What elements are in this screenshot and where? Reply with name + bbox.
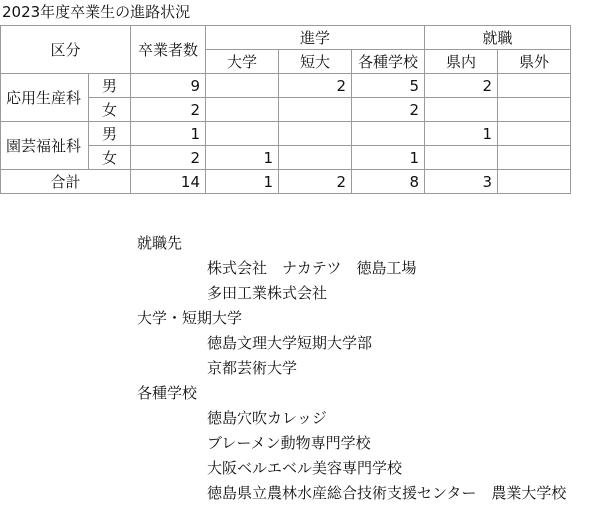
value-cell (498, 122, 571, 146)
value-cell (352, 122, 425, 146)
list-item: 京都芸術大学 (207, 359, 298, 377)
total-cell (498, 170, 571, 194)
sex-cell: 女 (89, 146, 131, 170)
list-item: 徳島穴吹カレッジ (207, 409, 327, 427)
table-row (1, 122, 571, 146)
sex-cell: 男 (89, 122, 131, 146)
list-item: 徳島文理大学短期大学部 (207, 334, 373, 352)
header-shingaku: 進学 (206, 26, 425, 50)
sex-cell: 男 (89, 74, 131, 98)
section-heading-shushoku: 就職先 (137, 234, 183, 252)
header-kakushu: 各種学校 (352, 50, 425, 74)
total-cell: 8 (352, 170, 425, 194)
total-cell: 14 (131, 170, 206, 194)
value-cell: 2 (279, 74, 352, 98)
header-row-1 (1, 26, 571, 50)
value-cell (279, 122, 352, 146)
career-table (0, 25, 571, 194)
list-item: 大阪ベルエベル美容専門学校 (207, 459, 403, 477)
value-cell (206, 98, 279, 122)
value-cell: 1 (206, 146, 279, 170)
header-kennai: 県内 (425, 50, 498, 74)
total-cell: 1 (206, 170, 279, 194)
page-title: 2023年度卒業生の進路状況 (2, 3, 191, 21)
value-cell: 9 (131, 74, 206, 98)
value-cell: 1 (131, 122, 206, 146)
value-cell: 5 (352, 74, 425, 98)
value-cell (206, 74, 279, 98)
table-row (1, 74, 571, 98)
section-heading-kakushu: 各種学校 (137, 384, 198, 402)
list-item: ブレーメン動物専門学校 (207, 434, 371, 452)
value-cell (279, 146, 352, 170)
value-cell: 1 (425, 122, 498, 146)
group-name: 応用生産科 (1, 74, 89, 122)
header-total: 卒業者数 (131, 26, 206, 74)
header-tandai: 短大 (279, 50, 352, 74)
total-cell: 3 (425, 170, 498, 194)
list-item: 徳島県立農林水産総合技術支援センター 農業大学校 (207, 484, 567, 502)
value-cell (498, 98, 571, 122)
header-kubun: 区分 (1, 26, 131, 74)
destination-list (137, 231, 566, 506)
value-cell (206, 122, 279, 146)
value-cell (498, 146, 571, 170)
value-cell: 1 (352, 146, 425, 170)
total-row (1, 170, 571, 194)
sex-cell: 女 (89, 98, 131, 122)
group-name: 園芸福祉科 (1, 122, 89, 170)
value-cell: 2 (131, 146, 206, 170)
section-heading-daigaku: 大学・短期大学 (137, 309, 243, 327)
list-item: 多田工業株式会社 (207, 284, 328, 302)
list-item: 株式会社 ナカテツ 徳島工場 (207, 259, 417, 277)
value-cell (279, 98, 352, 122)
header-kengai: 県外 (498, 50, 571, 74)
header-shushoku: 就職 (425, 26, 571, 50)
value-cell (425, 146, 498, 170)
total-label: 合計 (1, 170, 131, 194)
value-cell: 2 (131, 98, 206, 122)
value-cell: 2 (352, 98, 425, 122)
value-cell (498, 74, 571, 98)
header-daigaku: 大学 (206, 50, 279, 74)
value-cell: 2 (425, 74, 498, 98)
total-cell: 2 (279, 170, 352, 194)
value-cell (425, 98, 498, 122)
